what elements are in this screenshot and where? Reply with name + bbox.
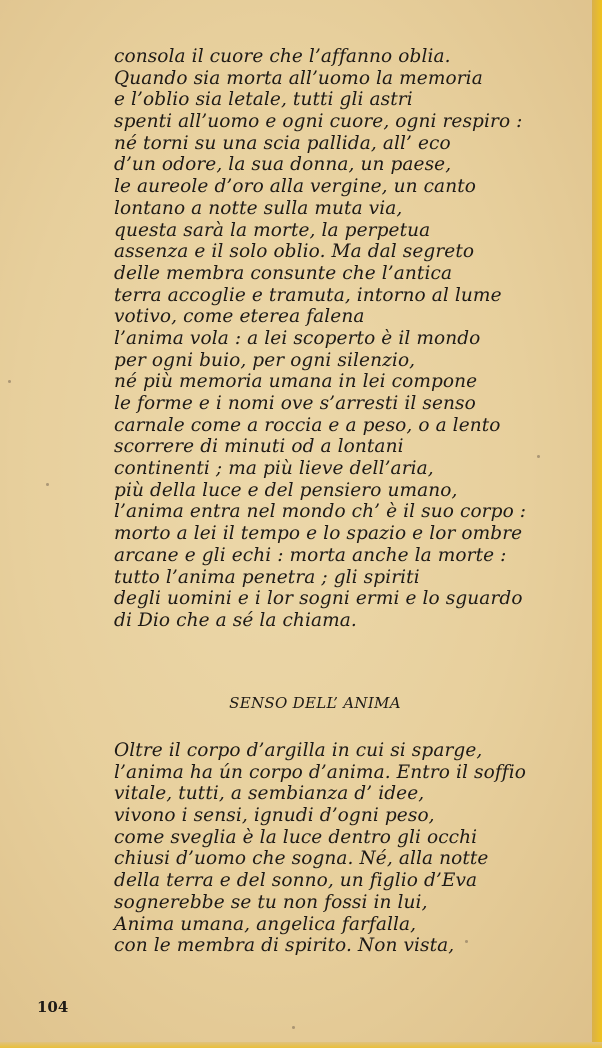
verse-line: lontano a notte sulla muta via, [114, 197, 403, 219]
poem-senso-dell-anima [114, 740, 526, 957]
page-number: 104 [37, 998, 69, 1016]
page-edge [592, 0, 602, 1048]
verse-line: come sveglia è la luce dentro gli occhi [114, 826, 478, 848]
verse-line: d’un odore, la sua donna, un paese, [114, 154, 452, 176]
verse-line: votivo, come eterea falena [114, 306, 365, 328]
verse-line: delle membra consunte che l’antica [114, 262, 453, 284]
poem-continued [114, 46, 526, 632]
verse-line: continenti ; ma più lieve dell’aria, [114, 458, 434, 480]
verse-line: vivono i sensi, ignudi d’ogni peso, [114, 805, 435, 827]
paper-speck [292, 1026, 295, 1029]
verse-line: tutto l’anima penetra ; gli spiriti [114, 566, 420, 588]
verse-line: le aureole d’oro alla vergine, un canto [114, 176, 476, 198]
verse-line: più della luce e del pensiero umano, [114, 479, 458, 501]
verse-line: l’anima vola : a lei scoperto è il mondo [114, 327, 481, 349]
verse-line: carnale come a roccia e a peso, o a lento [114, 414, 501, 436]
verse-line: sognerebbe se tu non fossi in lui, [114, 891, 428, 913]
verse-line: per ogni buio, per ogni silenzio, [114, 349, 416, 371]
verse-line: né più memoria umana in lei compone [114, 371, 478, 393]
paper-speck [465, 940, 468, 943]
verse-line: scorrere di minuti od a lontani [114, 436, 404, 458]
paper-speck [537, 455, 540, 458]
verse-line: questa sarà la morte, la perpetua [114, 219, 431, 241]
verse-line: e l’oblio sia letale, tutti gli astri [114, 89, 413, 111]
verse-line: morto a lei il tempo e lo spazio e lor ombre [114, 523, 523, 545]
verse-line: della terra e del sonno, un figlio d’Eva [114, 870, 478, 892]
verse-line: spenti all’uomo e ogni cuore, ogni respiro : [114, 111, 523, 133]
paper-speck [8, 380, 11, 383]
verse-line: né torni su una scia pallida, all’ eco [114, 132, 451, 154]
verse-line: vitale, tutti, a sembianza d’ idee, [114, 783, 425, 805]
verse-line: degli uomini e i lor sogni ermi e lo sguardo [114, 588, 523, 610]
verse-line: l’anima entra nel mondo ch’ è il suo corpo : [114, 501, 527, 523]
verse-line: terra accoglie e tramuta, intorno al lume [114, 284, 502, 306]
verse-line: l’anima ha ún corpo d’anima. Entro il soffio [114, 761, 526, 783]
verse-line: chiusi d’uomo che sogna. Né, alla notte [114, 848, 489, 870]
verse-line: Quando sia morta all’uomo la memoria [114, 67, 483, 89]
verse-line: assenza e il solo oblio. Ma dal segreto [114, 241, 475, 263]
verse-line: di Dio che a sé la chiama. [114, 609, 357, 631]
verse-line: Oltre il corpo d’argilla in cui si sparge, [114, 740, 483, 761]
paper-speck [46, 483, 49, 486]
verse-line: le forme e i nomi ove s’arresti il senso [114, 393, 476, 414]
verse-line: Anima umana, angelica farfalla, [114, 913, 417, 935]
page-bottom-edge [0, 1042, 602, 1048]
verse-line: consola il cuore che l’affanno oblia. [114, 46, 451, 67]
verse-line: con le membra di spirito. Non vista, [114, 935, 455, 957]
section-title: SENSO DELL’ ANIMA [229, 694, 401, 712]
verse-line: arcane e gli echi : morta anche la morte : [114, 544, 507, 566]
